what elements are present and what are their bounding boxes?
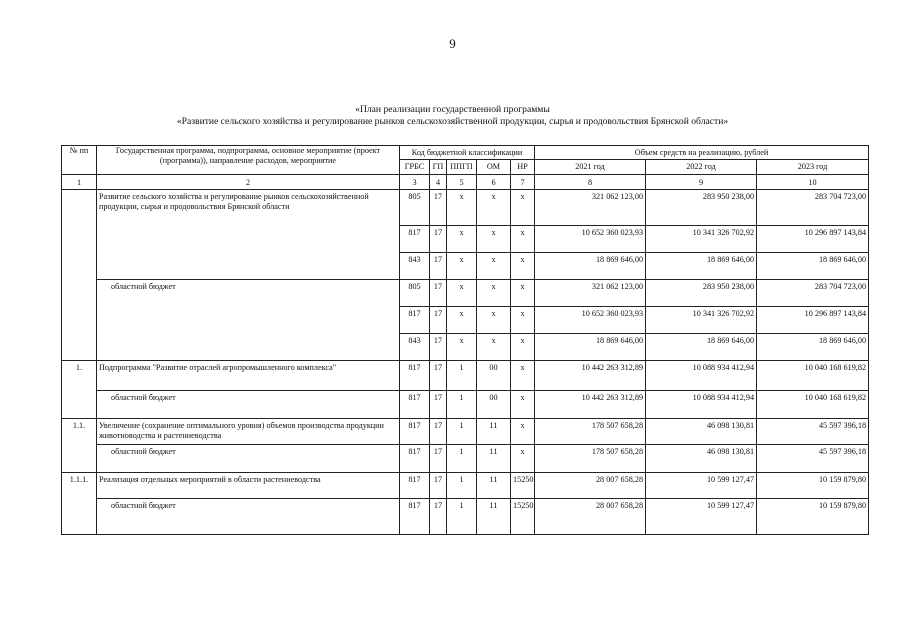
cell-ppgp: х [447, 334, 477, 361]
col-number: 10 [757, 175, 869, 190]
cell-2022: 18 869 646,00 [646, 253, 757, 280]
plan-table [61, 145, 869, 535]
header-om: ОМ [477, 160, 511, 175]
cell-gp: 17 [430, 334, 447, 361]
cell-2021: 10 652 360 023,93 [535, 226, 646, 253]
cell-nr: х [511, 280, 535, 307]
cell-nr: х [511, 253, 535, 280]
cell-grbs: 805 [400, 280, 430, 307]
row-name: Увеличение (сохранение оптимального уровня) объемов производства продукции животноводства и растениеводства [97, 419, 400, 445]
cell-grbs: 817 [400, 419, 430, 445]
cell-2023: 18 869 646,00 [757, 253, 869, 280]
table-row [62, 361, 869, 391]
column-number-row [62, 175, 869, 190]
cell-2022: 10 599 127,47 [646, 499, 757, 535]
col-number: 4 [430, 175, 447, 190]
cell-2022: 10 599 127,47 [646, 473, 757, 499]
header-2021: 2021 год [535, 160, 646, 175]
cell-2021: 178 507 658,28 [535, 419, 646, 445]
cell-gp: 17 [430, 499, 447, 535]
cell-om: х [477, 253, 511, 280]
cell-om: х [477, 307, 511, 334]
cell-gp: 17 [430, 190, 447, 226]
header-gp: ГП [430, 160, 447, 175]
cell-om: 11 [477, 419, 511, 445]
row-num: 1.1. [62, 419, 97, 473]
cell-ppgp: 1 [447, 391, 477, 419]
col-number: 1 [62, 175, 97, 190]
header-num: № пп [62, 146, 97, 175]
header-row-1 [62, 146, 869, 160]
cell-gp: 17 [430, 253, 447, 280]
cell-ppgp: 1 [447, 361, 477, 391]
row-name: Реализация отдельных мероприятий в области растениеводства [97, 473, 400, 499]
header-2023: 2023 год [757, 160, 869, 175]
cell-2022: 283 950 238,00 [646, 190, 757, 226]
col-number: 3 [400, 175, 430, 190]
header-ppgp: ППГП [447, 160, 477, 175]
cell-nr: х [511, 226, 535, 253]
col-number: 2 [97, 175, 400, 190]
cell-2022: 10 341 326 702,92 [646, 307, 757, 334]
col-number: 8 [535, 175, 646, 190]
cell-2021: 178 507 658,28 [535, 445, 646, 473]
row-name: областной бюджет [97, 280, 400, 361]
cell-ppgp: х [447, 307, 477, 334]
row-name: областной бюджет [97, 391, 400, 419]
cell-gp: 17 [430, 226, 447, 253]
cell-2022: 46 098 130,81 [646, 445, 757, 473]
cell-grbs: 817 [400, 307, 430, 334]
title-line-2: «Развитие сельского хозяйства и регулирование рынков сельскохозяйственной продукции, сырья и продовольствия Брянской области» [176, 116, 729, 127]
header-nr: НР [511, 160, 535, 175]
cell-om: 00 [477, 361, 511, 391]
cell-grbs: 817 [400, 361, 430, 391]
cell-nr: х [511, 445, 535, 473]
cell-2022: 18 869 646,00 [646, 334, 757, 361]
cell-2023: 18 869 646,00 [757, 334, 869, 361]
cell-gp: 17 [430, 280, 447, 307]
header-grbs: ГРБС [400, 160, 430, 175]
cell-om: х [477, 280, 511, 307]
cell-om: 11 [477, 445, 511, 473]
table-row [62, 499, 869, 535]
cell-2023: 45 597 396,18 [757, 445, 869, 473]
cell-nr: х [511, 391, 535, 419]
cell-om: х [477, 190, 511, 226]
cell-2021: 18 869 646,00 [535, 253, 646, 280]
cell-ppgp: 1 [447, 445, 477, 473]
cell-2022: 283 950 238,00 [646, 280, 757, 307]
cell-grbs: 817 [400, 499, 430, 535]
cell-2023: 10 159 879,80 [757, 499, 869, 535]
row-num: 1. [62, 361, 97, 419]
cell-ppgp: х [447, 280, 477, 307]
cell-nr: 15250 [511, 499, 535, 535]
cell-nr: 15250 [511, 473, 535, 499]
col-number: 7 [511, 175, 535, 190]
cell-2022: 10 088 934 412,94 [646, 391, 757, 419]
cell-ppgp: 1 [447, 473, 477, 499]
cell-grbs: 817 [400, 391, 430, 419]
cell-ppgp: 1 [447, 499, 477, 535]
cell-2023: 10 159 879,80 [757, 473, 869, 499]
cell-grbs: 817 [400, 473, 430, 499]
cell-2022: 46 098 130,81 [646, 419, 757, 445]
cell-gp: 17 [430, 361, 447, 391]
page-number: 9 [449, 36, 456, 51]
cell-nr: х [511, 361, 535, 391]
cell-nr: х [511, 419, 535, 445]
cell-2023: 10 040 168 619,82 [757, 361, 869, 391]
cell-om: 11 [477, 499, 511, 535]
table-row [62, 419, 869, 445]
row-num [62, 190, 97, 361]
cell-2021: 10 442 263 312,89 [535, 361, 646, 391]
cell-nr: х [511, 190, 535, 226]
cell-grbs: 843 [400, 334, 430, 361]
cell-gp: 17 [430, 419, 447, 445]
cell-ppgp: 1 [447, 419, 477, 445]
table-row [62, 190, 869, 226]
header-2022: 2022 год [646, 160, 757, 175]
cell-om: х [477, 334, 511, 361]
cell-ppgp: х [447, 253, 477, 280]
cell-grbs: 843 [400, 253, 430, 280]
cell-2021: 10 442 263 312,89 [535, 391, 646, 419]
row-num: 1.1.1. [62, 473, 97, 535]
title-line-1: «План реализации государственной программы [355, 104, 550, 115]
col-number: 6 [477, 175, 511, 190]
cell-om: х [477, 226, 511, 253]
cell-nr: х [511, 307, 535, 334]
cell-ppgp: х [447, 226, 477, 253]
cell-2022: 10 341 326 702,92 [646, 226, 757, 253]
header-volume: Объем средств на реализацию, рублей [535, 146, 869, 160]
col-number: 5 [447, 175, 477, 190]
cell-grbs: 817 [400, 445, 430, 473]
cell-2023: 10 296 897 143,84 [757, 307, 869, 334]
row-name: областной бюджет [97, 445, 400, 473]
cell-2021: 28 007 658,28 [535, 473, 646, 499]
cell-2021: 18 869 646,00 [535, 334, 646, 361]
cell-om: 11 [477, 473, 511, 499]
cell-grbs: 805 [400, 190, 430, 226]
table-row [62, 445, 869, 473]
cell-grbs: 817 [400, 226, 430, 253]
cell-gp: 17 [430, 307, 447, 334]
table-row [62, 473, 869, 499]
cell-nr: х [511, 334, 535, 361]
header-name: Государственная программа, подпрограмма, основное мероприятие (проект (программа)), направление расходов, мероприятие [97, 146, 400, 175]
cell-gp: 17 [430, 391, 447, 419]
row-name: Подпрограмма "Развитие отраслей агропромышленного комплекса" [97, 361, 400, 391]
cell-2023: 283 704 723,00 [757, 190, 869, 226]
cell-om: 00 [477, 391, 511, 419]
header-budget-code: Код бюджетной классификации [400, 146, 535, 160]
cell-2022: 10 088 934 412,94 [646, 361, 757, 391]
row-name: Развитие сельского хозяйства и регулирование рынков сельскохозяйственной продукции, сырья и продовольствия Брянской области [97, 190, 400, 280]
cell-2021: 321 062 123,00 [535, 190, 646, 226]
row-name: областной бюджет [97, 499, 400, 535]
cell-gp: 17 [430, 473, 447, 499]
cell-2021: 321 062 123,00 [535, 280, 646, 307]
cell-2023: 45 597 396,18 [757, 419, 869, 445]
table-row [62, 280, 869, 307]
cell-ppgp: х [447, 190, 477, 226]
col-number: 9 [646, 175, 757, 190]
table-row [62, 391, 869, 419]
cell-2023: 10 040 168 619,82 [757, 391, 869, 419]
document-title [0, 104, 905, 128]
cell-2023: 283 704 723,00 [757, 280, 869, 307]
cell-2023: 10 296 897 143,84 [757, 226, 869, 253]
cell-gp: 17 [430, 445, 447, 473]
cell-2021: 28 007 658,28 [535, 499, 646, 535]
cell-2021: 10 652 360 023,93 [535, 307, 646, 334]
